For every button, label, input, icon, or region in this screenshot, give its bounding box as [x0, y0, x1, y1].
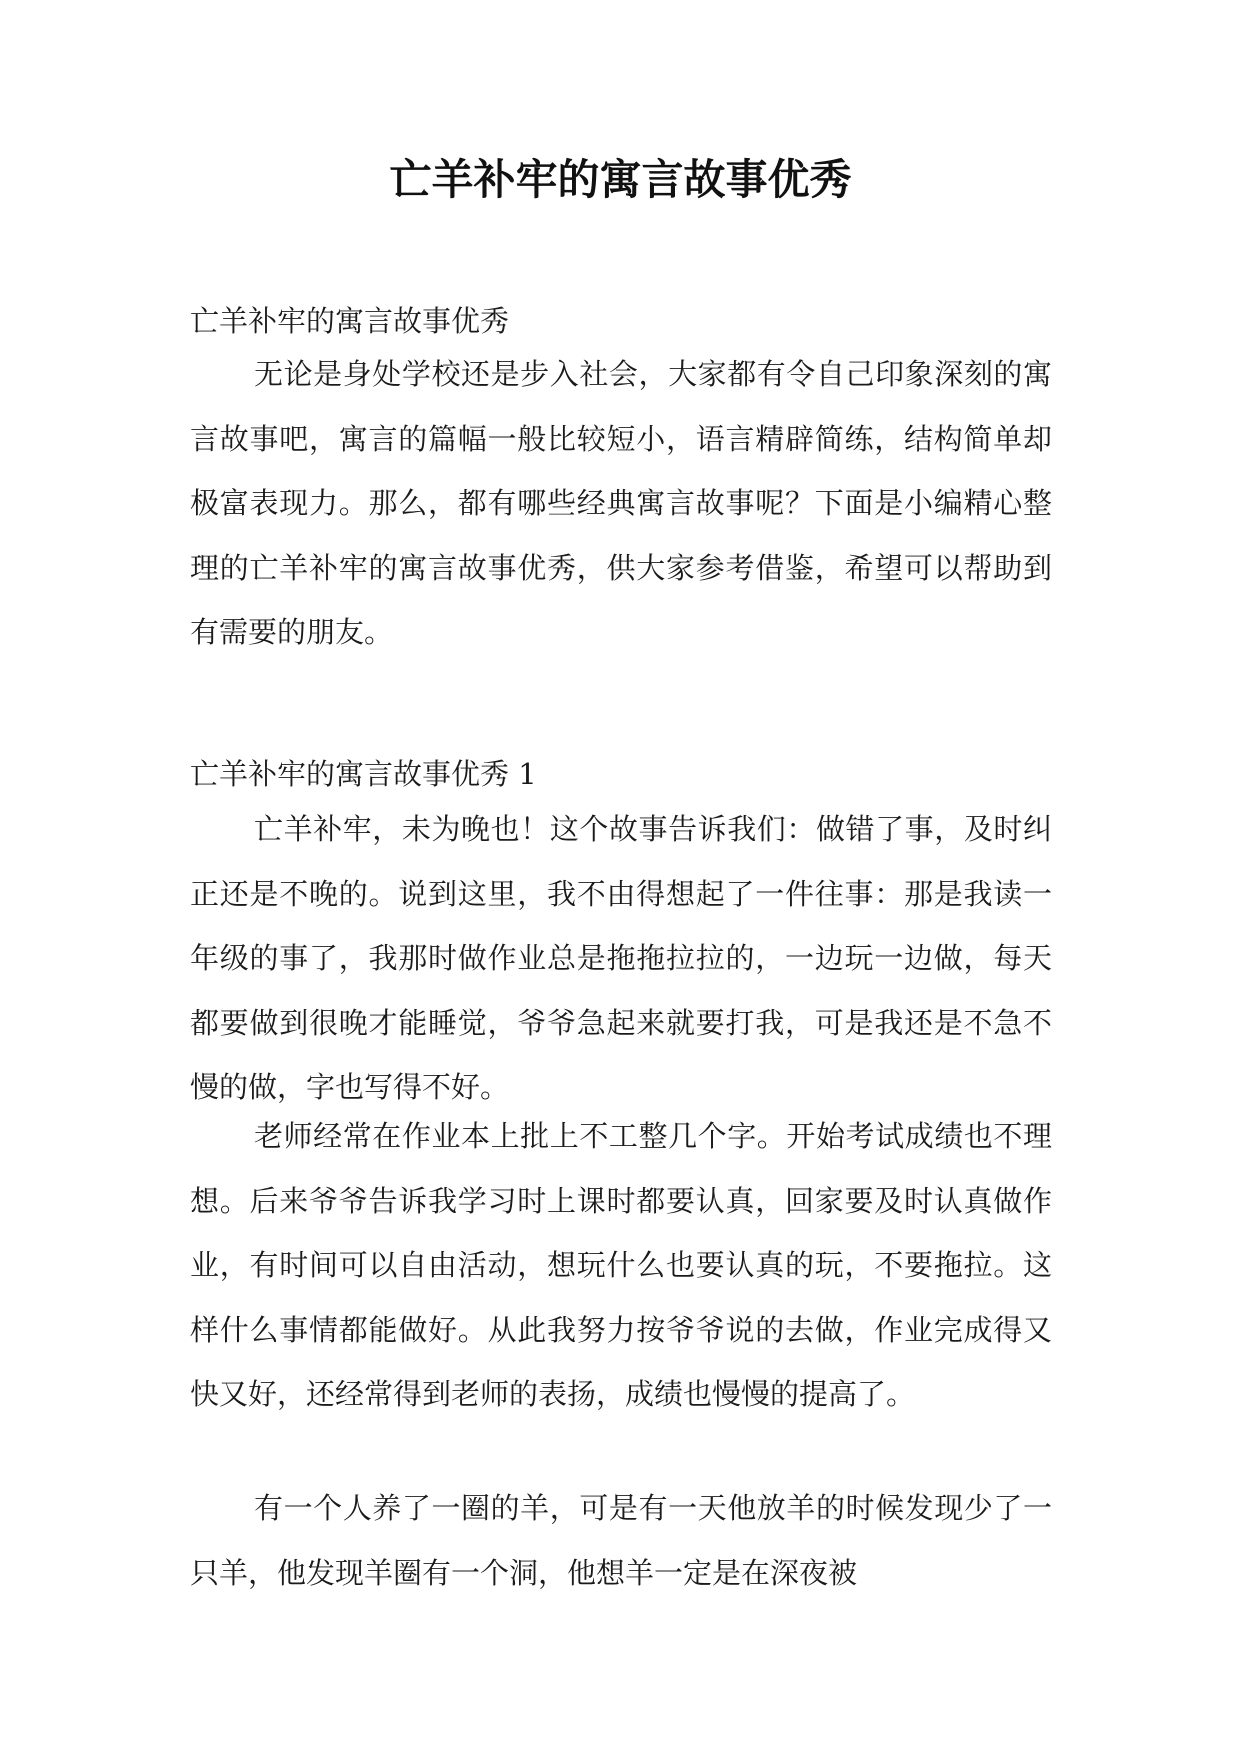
intro-paragraph: 无论是身处学校还是步入社会，大家都有令自己印象深刻的寓言故事吧，寓言的篇幅一般比较短小，语言精辟简练，结构简单却极富表现力。那么，都有哪些经典寓言故事呢？下面是小编精心整理的亡羊补牢的寓言故事优秀，供大家参考借鉴，希望可以帮助到有需要的朋友。 [190, 357, 1052, 649]
intro-heading: 亡羊补牢的寓言故事优秀 [190, 304, 510, 338]
section-heading: 亡羊补牢的寓言故事优秀 1 [190, 757, 537, 791]
section-paragraph: 有一个人养了一圈的羊，可是有一天他放羊的时候发现少了一只羊，他发现羊圈有一个洞，他想羊一定是在深夜被 [190, 1491, 1052, 1590]
section-paragraph: 老师经常在作业本上批上不工整几个字。开始考试成绩也不理想。后来爷爷告诉我学习时上课时都要认真，回家要及时认真做作业，有时间可以自由活动，想玩什么也要认真的玩，不要拖拉。这样什么事情都能做好。从此我努力按爷爷说的去做，作业完成得又快又好，还经常得到老师的表扬，成绩也慢慢的提高了。 [190, 1119, 1052, 1411]
section-paragraph: 亡羊补牢，未为晚也！这个故事告诉我们：做错了事，及时纠正还是不晚的。说到这里，我不由得想起了一件往事：那是我读一年级的事了，我那时做作业总是拖拖拉拉的，一边玩一边做，每天都要做到很晚才能睡觉，爷爷急起来就要打我，可是我还是不急不慢的做，字也写得不好。 [190, 812, 1052, 1104]
document-title: 亡羊补牢的寓言故事优秀 [389, 155, 852, 204]
